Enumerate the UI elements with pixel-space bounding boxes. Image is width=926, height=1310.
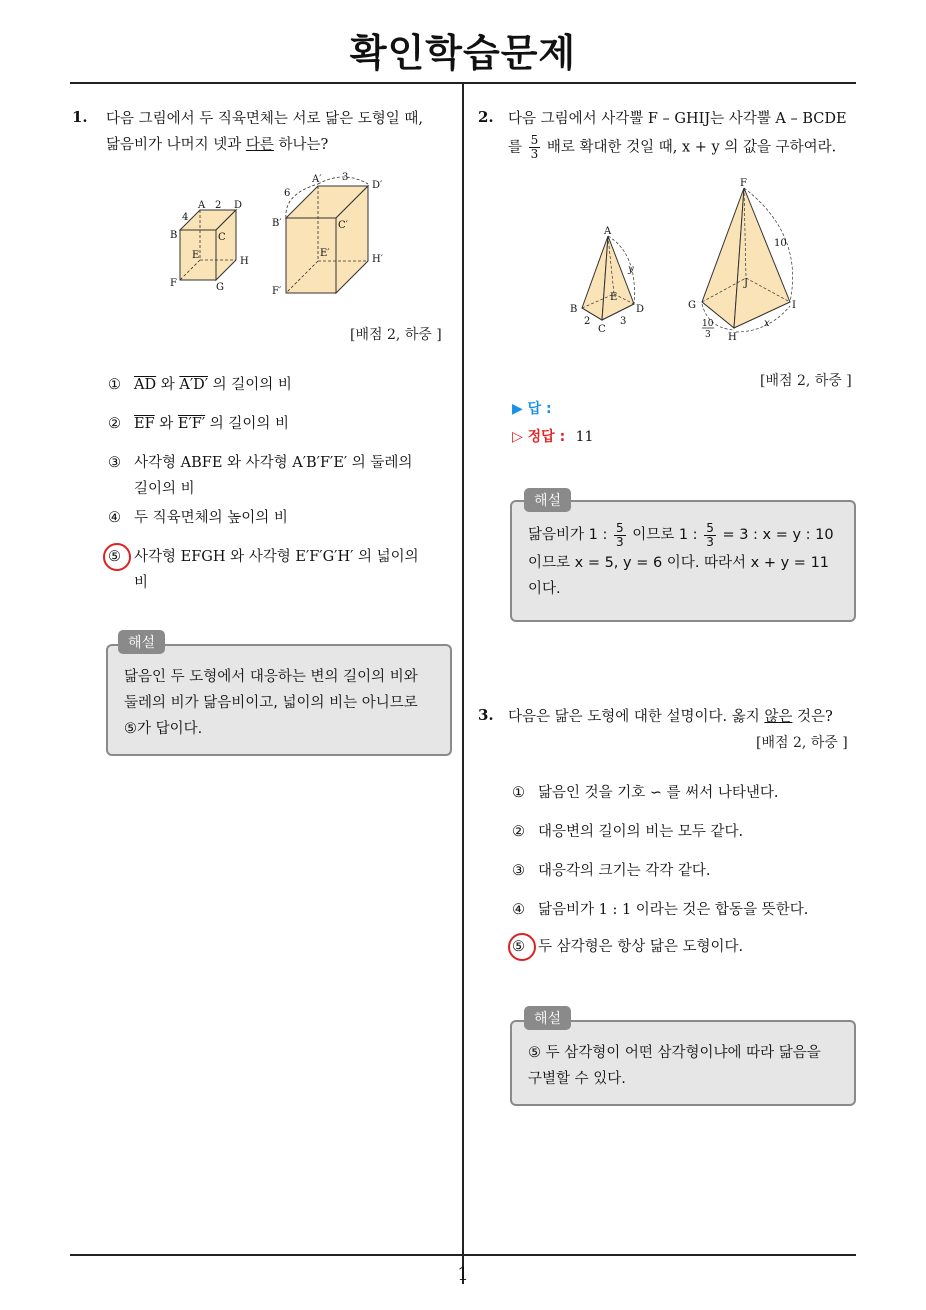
q2-small-label-B: B: [570, 304, 578, 315]
footer-rule: [70, 1254, 856, 1256]
q2-large-dim-frac-den: 3: [705, 330, 711, 340]
q1-small-dim-2: 2: [215, 200, 222, 211]
q1-expl-line3: ⑤가 답이다.: [124, 721, 203, 737]
q2-small-dim-2: 2: [584, 316, 591, 327]
q1-small-dim-4: 4: [182, 212, 189, 223]
q2-large-label-F: F: [740, 178, 747, 189]
q2-large-label-I: I: [792, 300, 796, 311]
q2-explanation-box: [510, 500, 856, 622]
q1-small-label-G: G: [216, 282, 224, 293]
q1-large-label-A: A′: [312, 174, 322, 185]
q2-expl-line1: 닮음비가 1 : $\frac{5}{3}$ 이므로 1 : $\frac{5}{3}$ = 3 : x = y : 10: [528, 520, 834, 549]
small-cuboid: [180, 210, 236, 280]
q1-option-1[interactable]: ① $\overline{AD}$ 와 A′D′ 의 길이의 비: [108, 377, 292, 393]
q1-text-line2: 닮음비가 나머지 넷과 다른 하나는?: [106, 137, 329, 153]
q1-small-label-A: A: [198, 200, 206, 211]
q1-explanation-box: [106, 644, 452, 756]
q2-fraction: $\frac{5}{3}$: [530, 133, 539, 161]
q1-expl-line2: 둘레의 비가 닮음비이고, 넓이의 비는 아니므로: [124, 695, 418, 711]
q2-large-dim-frac-num: 10: [702, 319, 714, 329]
column-divider: [462, 84, 464, 1284]
q1-large-label-D: D′: [372, 180, 383, 191]
large-pyramid: [702, 188, 790, 328]
q3-option-2[interactable]: ② 대응변의 길이의 비는 모두 같다.: [512, 824, 744, 840]
q3-explanation-box: [510, 1020, 856, 1106]
q1-small-label-C: C: [218, 232, 226, 243]
q3-option-5[interactable]: ⑤ 두 삼각형은 항상 닮은 도형이다.: [512, 939, 744, 955]
q1-expl-line1: 닮음인 두 도형에서 대응하는 변의 길이의 비와: [124, 669, 418, 685]
q3-expl-line2: 구별할 수 있다.: [528, 1071, 626, 1087]
q1-number: 1.: [72, 108, 88, 126]
q1-large-dim-6: 6: [284, 188, 291, 199]
q3-expl-line1: ⑤ 두 삼각형이 어떤 삼각형이냐에 따라 닮음을: [528, 1045, 821, 1061]
q3-explanation-tag: 해설: [524, 1006, 571, 1030]
q2-expl-line3: 이다.: [528, 581, 561, 597]
q1-small-label-F: F: [170, 278, 177, 289]
q1-explanation-tag: 해설: [118, 630, 165, 654]
q1-small-label-D: D: [234, 200, 243, 211]
q2-small-dim-3: 3: [620, 316, 627, 327]
q1-text-line1: 다음 그림에서 두 직육면체는 서로 닮은 도형일 때,: [106, 111, 424, 127]
q2-text: [508, 106, 868, 161]
q2-number: 2.: [478, 108, 494, 126]
q1-small-label-H: H: [240, 256, 249, 267]
q1-figure: [166, 166, 426, 306]
large-cuboid: [286, 186, 368, 293]
q1-small-label-E: E: [192, 250, 200, 261]
small-pyramid: [582, 236, 634, 320]
q1-large-label-F: F′: [272, 286, 282, 297]
q2-explanation-tag: 해설: [524, 488, 571, 512]
q2-large-dim-10: 10: [774, 238, 787, 249]
q3-option-1[interactable]: ① 닮음인 것을 기호 ∽ 를 써서 나타낸다.: [512, 785, 779, 801]
q2-correct-value: 11: [575, 429, 594, 445]
q2-expl-line2: 이므로 x = 5, y = 6 이다. 따라서 x + y = 11: [528, 555, 830, 571]
q2-large-label-H: H: [728, 332, 737, 343]
q1-large-label-B: B′: [272, 218, 282, 229]
q2-correct-label: ▷ 정답 :: [512, 429, 566, 445]
q1-large-dim-3: 3: [342, 172, 349, 183]
q3-score: [배점 2, 하중 ]: [756, 735, 848, 751]
q1-large-label-C: C′: [338, 220, 348, 231]
q3-option-4[interactable]: ④ 닮음비가 1 : 1 이라는 것은 합동을 뜻한다.: [512, 902, 809, 918]
q2-large-label-J: J: [744, 278, 749, 289]
q1-option-2[interactable]: ② $\overline{EF}$ 와 E′F′ 의 길이의 비: [108, 416, 289, 432]
page-title: 확인학습문제: [349, 31, 577, 75]
q1-option-4[interactable]: ④ 두 직육면체의 높이의 비: [108, 510, 288, 526]
q1-option-3[interactable]: ③ 사각형 ABFE 와 사각형 A′B′F′E′ 의 둘레의 길이의 비: [108, 455, 413, 497]
q3-number: 3.: [478, 706, 494, 724]
q1-score: [배점 2, 하중 ]: [350, 327, 442, 343]
q2-answer-label: ▶ 답 :: [512, 401, 552, 417]
q1-option-5[interactable]: ⑤ 사각형 EFGH 와 사각형 E′F′G′H′ 의 넓이의 비: [108, 549, 419, 591]
q2-large-label-x: x: [764, 318, 770, 329]
q3-text: 다음은 닮은 도형에 대한 설명이다. 옳지 않은 것은?: [508, 709, 833, 725]
q1-text: [106, 106, 456, 158]
q1-large-label-E: E′: [320, 248, 330, 259]
q3-option-3[interactable]: ③ 대응각의 크기는 각각 같다.: [512, 863, 711, 879]
q2-small-label-C: C: [598, 324, 606, 335]
q1-small-label-B: B: [170, 230, 178, 241]
page-number: 1: [457, 1264, 469, 1285]
q2-text-line2: 를 $\frac{5}{3}$ 배로 확대한 것일 때, x + y 의 값을 구하여라.: [508, 133, 837, 161]
q2-figure: [568, 174, 828, 344]
q2-small-label-E: E: [610, 292, 618, 303]
q2-small-label-A: A: [604, 226, 612, 237]
q2-correct-answer: [512, 426, 593, 446]
q2-large-label-G: G: [688, 300, 696, 311]
q1-large-label-H: H′: [372, 254, 383, 265]
q2-small-label-D: D: [636, 304, 645, 315]
q2-small-label-y: y: [628, 264, 634, 275]
q2-text-line1: 다음 그림에서 사각뿔 F – GHIJ는 사각뿔 A – BCDE: [508, 111, 847, 127]
q2-score: [배점 2, 하중 ]: [760, 373, 852, 389]
